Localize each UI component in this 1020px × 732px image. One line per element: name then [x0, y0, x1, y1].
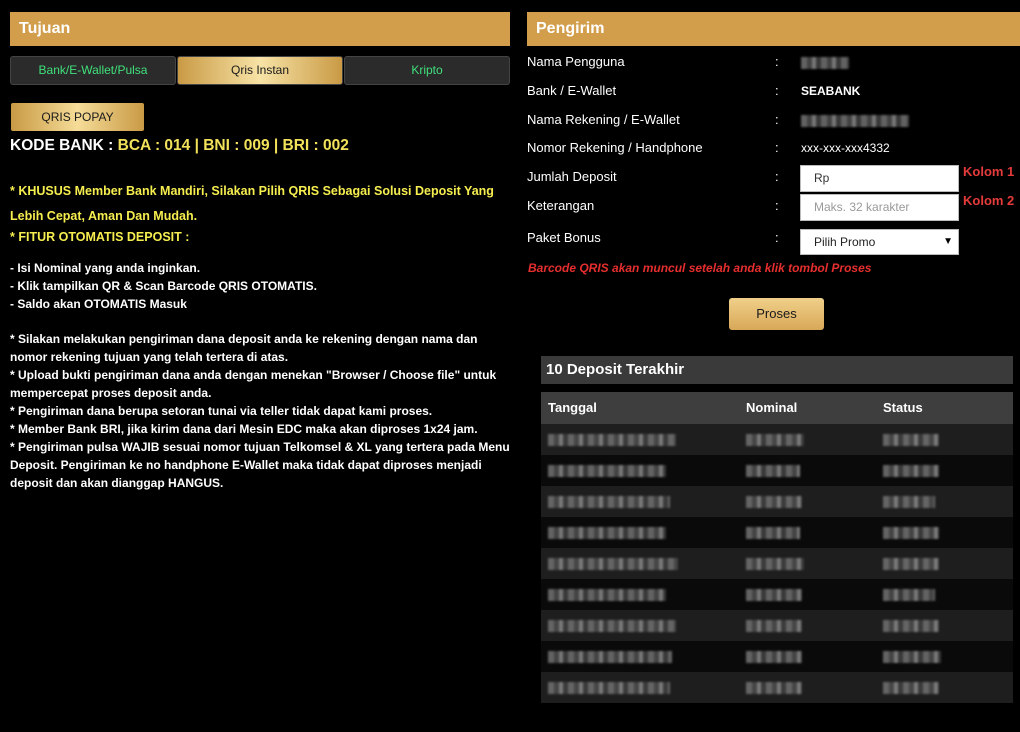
cell-tanggal-redacted	[548, 558, 678, 570]
deposit-history-title: 10 Deposit Terakhir	[541, 356, 1013, 384]
cell-status-redacted	[883, 558, 939, 570]
account-name-value-redacted	[801, 110, 909, 130]
colon: :	[775, 230, 779, 245]
table-row	[541, 610, 1013, 641]
cell-status-redacted	[883, 620, 939, 632]
cell-status-redacted	[883, 589, 935, 601]
cell-status-redacted	[883, 682, 939, 694]
colon: :	[775, 83, 779, 98]
colon: :	[775, 198, 779, 213]
paket-bonus-selected: Pilih Promo	[814, 235, 876, 249]
notes-list	[10, 330, 515, 492]
note-item: * Silakan melakukan pengiriman dana deposit anda ke rekening dengan nama dan nomor rekening tujuan yang telah tertera di atas.	[10, 332, 478, 364]
table-row	[541, 517, 1013, 548]
tujuan-tabs	[10, 56, 510, 85]
deposit-label: Jumlah Deposit	[527, 169, 617, 184]
fitur-otomatis-heading: * FITUR OTOMATIS DEPOSIT :	[10, 230, 190, 244]
cell-nominal-redacted	[746, 496, 802, 508]
account-name-label: Nama Rekening / E-Wallet	[527, 112, 680, 127]
table-row	[541, 672, 1013, 703]
table-row	[541, 641, 1013, 672]
table-body	[541, 424, 1013, 703]
tab-kripto[interactable]: Kripto	[344, 56, 510, 85]
cell-tanggal-redacted	[548, 465, 666, 477]
step-item: - Saldo akan OTOMATIS Masuk	[10, 297, 187, 311]
cell-tanggal-redacted	[548, 434, 676, 446]
table-header	[541, 392, 1013, 424]
column-header-nominal: Nominal	[746, 400, 798, 415]
qris-popay-button[interactable]: QRIS POPAY	[11, 103, 144, 131]
note-item: * Pengiriman dana berupa setoran tunai via teller tidak dapat kami proses.	[10, 404, 433, 418]
cell-tanggal-redacted	[548, 620, 676, 632]
column-header-status: Status	[883, 400, 923, 415]
account-number-label: Nomor Rekening / Handphone	[527, 140, 703, 155]
cell-nominal-redacted	[746, 465, 800, 477]
deposit-history-table	[541, 392, 1013, 703]
bonus-label: Paket Bonus	[527, 230, 601, 245]
table-row	[541, 486, 1013, 517]
colon: :	[775, 54, 779, 69]
step-item: - Isi Nominal yang anda inginkan.	[10, 261, 201, 275]
tab-qris-instan[interactable]: Qris Instan	[177, 56, 343, 85]
cell-nominal-redacted	[746, 620, 802, 632]
cell-tanggal-redacted	[548, 651, 672, 663]
cell-nominal-redacted	[746, 558, 804, 570]
kode-bank-value: BCA : 014 | BNI : 009 | BRI : 002	[117, 137, 349, 154]
cell-tanggal-redacted	[548, 589, 666, 601]
chevron-down-icon: ▼	[943, 236, 953, 247]
account-number-value: xxx-xxx-xxx4332	[801, 141, 890, 155]
cell-nominal-redacted	[746, 434, 804, 446]
step-item: - Klik tampilkan QR & Scan Barcode QRIS OTOMATIS.	[10, 279, 317, 293]
kode-bank-label: KODE BANK :	[10, 137, 118, 154]
kolom-2-label: Kolom 2	[963, 193, 1015, 208]
tujuan-header: Tujuan	[10, 12, 510, 46]
cell-status-redacted	[883, 434, 939, 446]
pengirim-header: Pengirim	[527, 12, 1020, 46]
cell-status-redacted	[883, 527, 939, 539]
note-item: * Member Bank BRI, jika kirim dana dari Mesin EDC maka akan diproses 1x24 jam.	[10, 422, 478, 436]
cell-status-redacted	[883, 496, 935, 508]
username-label: Nama Pengguna	[527, 54, 625, 69]
cell-tanggal-redacted	[548, 682, 670, 694]
table-row	[541, 424, 1013, 455]
colon: :	[775, 169, 779, 184]
bank-value: SEABANK	[801, 84, 861, 98]
cell-nominal-redacted	[746, 589, 802, 601]
bank-label: Bank / E-Wallet	[527, 83, 617, 98]
column-header-tanggal: Tanggal	[548, 400, 597, 415]
barcode-note: Barcode QRIS akan muncul setelah anda klik tombol Proses	[528, 261, 872, 275]
note-label: Keterangan	[527, 198, 595, 213]
colon: :	[775, 112, 779, 127]
cell-nominal-redacted	[746, 527, 800, 539]
table-row	[541, 579, 1013, 610]
cell-nominal-redacted	[746, 682, 802, 694]
cell-status-redacted	[883, 465, 939, 477]
keterangan-input[interactable]: Maks. 32 karakter	[800, 194, 959, 221]
colon: :	[775, 140, 779, 155]
note-item: * Upload bukti pengiriman dana anda dengan menekan "Browser / Choose file" untuk mempercepat proses deposit anda.	[10, 368, 497, 400]
table-row	[541, 455, 1013, 486]
kolom-1-label: Kolom 1	[963, 164, 1015, 179]
cell-status-redacted	[883, 651, 941, 663]
khusus-mandiri-text: * KHUSUS Member Bank Mandiri, Silakan Pilih QRIS Sebagai Solusi Deposit Yang Lebih Cepat, Aman Dan Mudah.	[10, 184, 494, 223]
steps-list	[10, 259, 317, 313]
note-item: * Pengiriman pulsa WAJIB sesuai nomor tujuan Telkomsel & XL yang tertera pada Menu Deposit. Pengiriman ke no handphone E-Wallet maka tidak dapat diproses menjadi deposit dan akan dianggap HANGUS.	[10, 440, 510, 490]
table-row	[541, 548, 1013, 579]
deposit-amount-input[interactable]: Rp	[800, 165, 959, 192]
proses-button[interactable]: Proses	[729, 298, 824, 330]
cell-nominal-redacted	[746, 651, 802, 663]
cell-tanggal-redacted	[548, 527, 666, 539]
kode-bank	[10, 137, 349, 155]
paket-bonus-select[interactable]	[800, 229, 959, 255]
tab-bank-ewallet-pulsa[interactable]: Bank/E-Wallet/Pulsa	[10, 56, 176, 85]
cell-tanggal-redacted	[548, 496, 670, 508]
username-value-redacted	[801, 52, 849, 72]
